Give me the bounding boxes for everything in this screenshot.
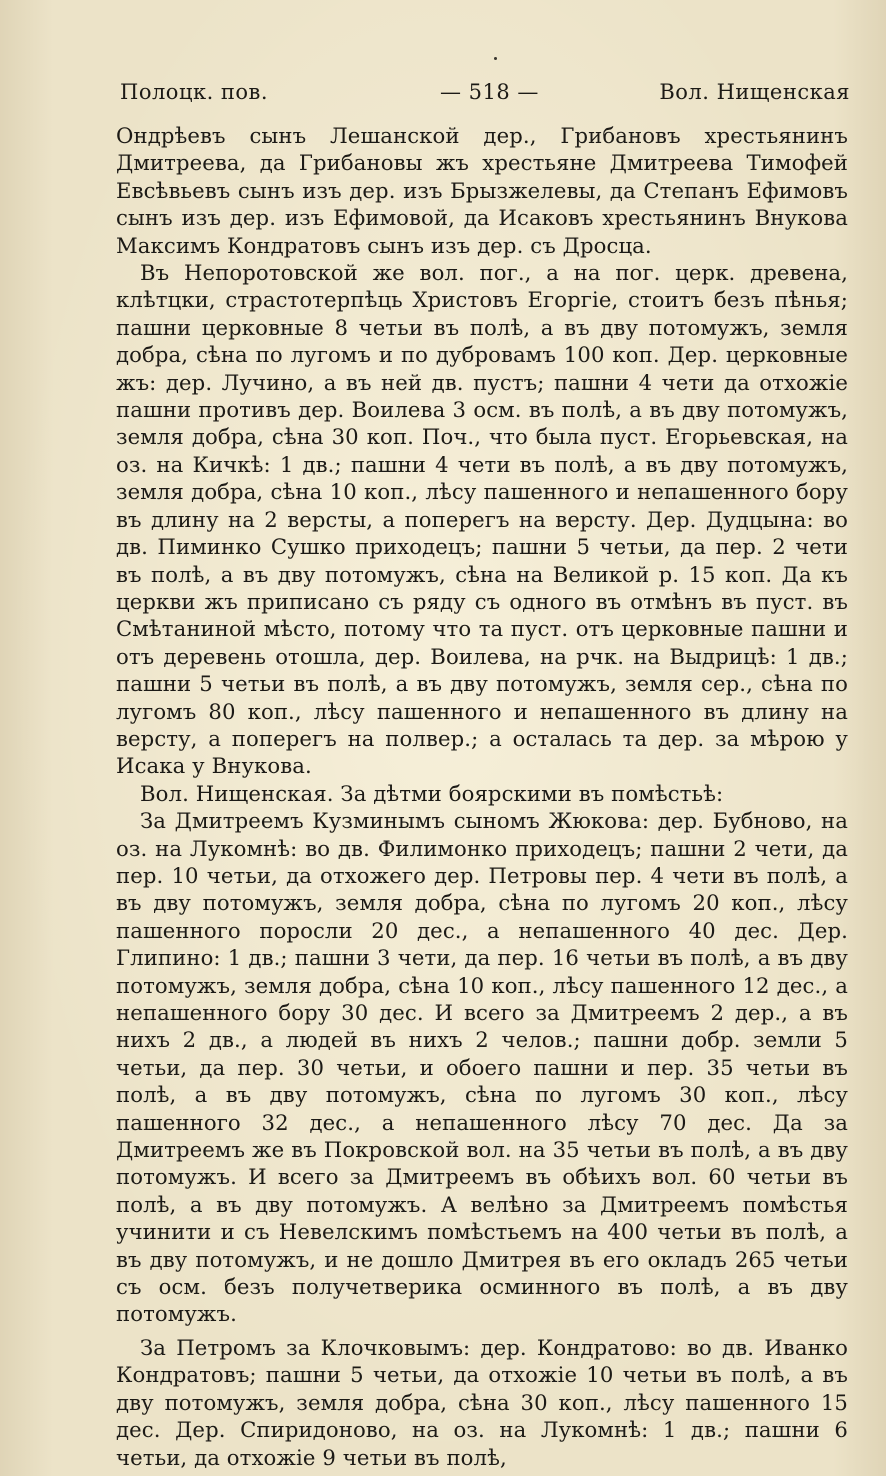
- ink-speck: [494, 57, 497, 60]
- page-number: — 518 —: [440, 80, 539, 104]
- header-right: Вол. Нищенская: [659, 80, 850, 104]
- paragraph: Ондрѣевъ сынъ Лешанской дер., Грибановъ хрестьянинъ Дмитреева, да Грибановы жъ хрестьяне Дмитреева Тимофей Евсѣвьевъ сынъ изъ дер. изъ Брызжелевы, да Степанъ Ефимовъ сынъ изъ дер. изъ Ефимовой, да Исаковъ хрестьянинъ Внукова Максимъ Кондратовъ сынъ изъ дер. съ Дросца.: [116, 123, 848, 258]
- paragraph: Въ Непоротовской же вол. пог., а на пог. церк. древена, клѣтцки, страстотерпѣць Христовъ Егоргіе, стоитъ безъ пѣнья; пашни церковные 8 четьи въ полѣ, а въ дву потомужъ, земля добра, сѣна по лугомъ и по дубровамъ 100 коп. Дер. церковные жъ: дер. Лучино, а въ ней дв. пустъ; пашни 4 чети да отхожіе пашни противъ дер. Воилева 3 осм. въ полѣ, а въ дву потомужъ, земля добра, сѣна 30 коп. Поч., что была пуст. Егорьевская, на оз. на Кичкѣ: 1 дв.; пашни 4 чети въ полѣ, а въ дву потомужъ, земля добра, сѣна 10 коп., лѣсу пашенного и непашенного бору въ длину на 2 версты, а поперегъ на версту. Дер. Дудцына: во дв. Пиминко Сушко приходецъ; пашни 5 четьи, да пер. 2 чети въ полѣ, а въ дву потомужъ, сѣна на Великой р. 15 коп. Да къ церкви жъ приписано съ ряду съ одного въ отмѣнъ въ пуст. въ Смѣтаниной мѣсто, потому что та пуст. отъ церковные пашни и отъ деревень отошла, дер. Воилева, на рчк. на Выдрицѣ: 1 дв.; пашни 5 четьи въ полѣ, а въ дву потомужъ, земля сер., сѣна по лугомъ 80 коп., лѣсу пашенного и непашенного въ длину на версту, а поперегъ на полвер.; а осталась та дер. за мѣрою у Исака у Внукова.: [116, 260, 848, 779]
- paragraph: За Дмитреемъ Кузминымъ сыномъ Жюкова: дер. Бубново, на оз. на Лукомнѣ: во дв. Филимонко приходецъ; пашни 2 чети, да пер. 10 четьи, да отхожего дер. Петровы пер. 4 чети въ полѣ, а въ дву потомужъ, земля добра, сѣна по лугомъ 20 коп., лѣсу пашенного поросли 20 дес., а непашенного 40 дес. Дер. Глипино: 1 дв.; пашни 3 чети, да пер. 16 четьи въ полѣ, а въ дву потомужъ, земля добра, сѣна 10 коп., лѣсу пашенного 12 дес., а непашенного бору 30 дес. И всего за Дмитреемъ 2 дер., а въ нихъ 2 дв., а людей въ нихъ 2 челов.; пашни добр. земли 5 четьи, да пер. 30 четьи, и обоего пашни и пер. 35 четьи въ полѣ, а въ дву потомужъ, сѣна по лугомъ 30 коп., лѣсу пашенного 32 дес., а непашенного лѣсу 70 дес. Да за Дмитреемъ же въ Покровской вол. на 35 четьи въ полѣ, а въ дву потомужъ. И всего за Дмитреемъ въ обѣихъ вол. 60 четьи въ полѣ, а въ дву потомужъ. А велѣно за Дмитреемъ помѣстья учинити и съ Невелскимъ помѣстьемъ на 400 четьи въ полѣ, а въ дву потомужъ, и не дошло Дмитрея въ его окладъ 265 четьи съ осм. безъ получетверика осминного въ полѣ, а въ дву потомужъ.: [116, 808, 848, 1327]
- running-header: [120, 80, 850, 110]
- paragraph: За Петромъ за Клочковымъ: дер. Кондратово: во дв. Иванко Кондратовъ; пашни 5 четьи, да отхожіе 10 четьи въ полѣ, а въ дву потомужъ, земля добра, сѣна 30 коп., лѣсу пашенного 15 дес. Дер. Спиридоново, на оз. на Лукомнѣ: 1 дв.; пашни 6 четьи, да отхожіе 9 четьи въ полѣ,: [116, 1334, 848, 1470]
- header-left: Полоцк. пов.: [120, 80, 269, 104]
- text-body: [116, 122, 848, 1470]
- section-heading: Вол. Нищенская. За дѣтми боярскими въ помѣстьѣ:: [140, 780, 724, 806]
